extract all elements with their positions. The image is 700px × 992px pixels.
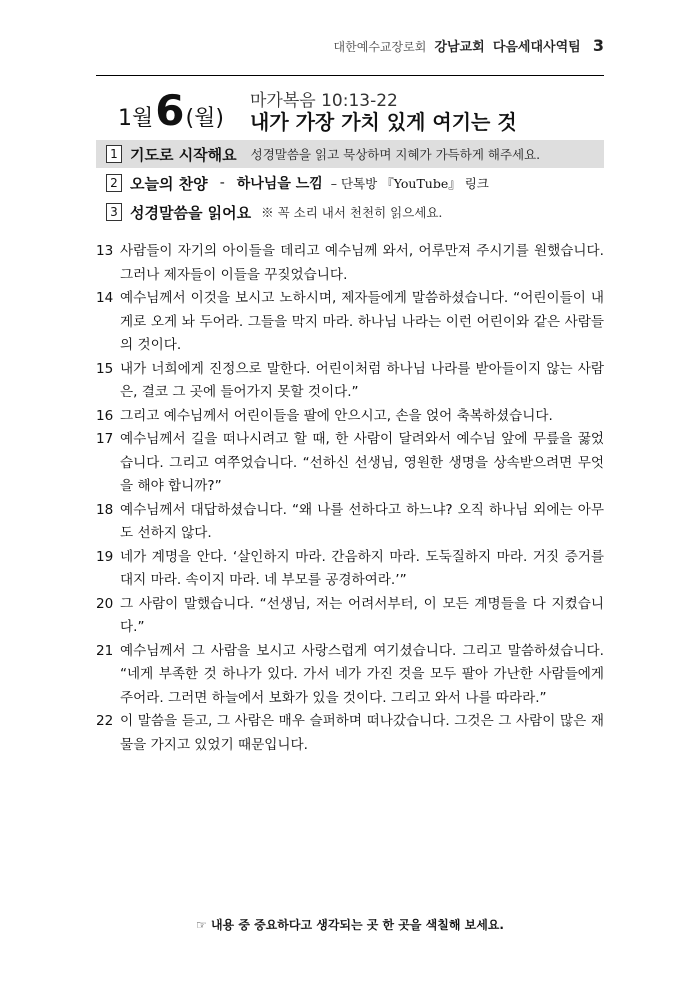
verse-text: 그리고 예수님께서 어린이들을 팔에 안으시고, 손을 얹어 축복하셨습니다. xyxy=(120,407,553,424)
org-name: 대한예수교장로회 xyxy=(333,40,427,54)
header-divider xyxy=(96,75,604,76)
page-number: 3 xyxy=(592,36,604,55)
verse-text: 내가 너희에게 진정으로 말한다. 어린이처럼 하나님 나라를 받아들이지 않는 사람은, 결코 그 곳에 들어가지 못할 것이다.” xyxy=(120,360,604,400)
verse-number: 22 xyxy=(96,713,114,729)
verse-text: 이 말씀을 듣고, 그 사람은 매우 슬퍼하며 떠나갔습니다. 그것은 그 사람이 많은 재물을 가지고 있었기 때문입니다. xyxy=(120,713,604,753)
verse-text: 그 사람이 말했습니다. “선생님, 저는 어려서부터, 이 모든 계명들을 다 지켰습니다.” xyxy=(120,595,604,635)
date-block xyxy=(118,86,224,135)
date-weekday: (월) xyxy=(185,106,224,131)
verse xyxy=(96,405,604,429)
verse xyxy=(96,499,604,546)
verse xyxy=(96,710,604,757)
step-title: 오늘의 찬양 xyxy=(130,174,208,193)
step-description: 성경말씀을 읽고 묵상하며 지혜가 가득하게 해주세요. xyxy=(250,147,541,162)
verse-number: 19 xyxy=(96,548,114,565)
step-title: 기도로 시작해요 xyxy=(130,145,237,164)
step-praise xyxy=(96,169,604,197)
verse-number: 20 xyxy=(96,595,114,612)
passage-title: 내가 가장 가치 있게 여기는 것 xyxy=(250,110,517,134)
verse xyxy=(96,593,604,640)
verse-text: 예수님께서 길을 떠나시려고 할 때, 한 사람이 달려와서 예수님 앞에 무릎을 꿇었습니다. 그리고 여쭈었습니다. “선하신 선생님, 영원한 생명을 상속받으려면 무엇을 해야 합니까?” xyxy=(120,431,604,494)
scripture-text xyxy=(96,240,604,757)
verse-number: 15 xyxy=(96,360,114,377)
verse-text: 예수님께서 이것을 보시고 노하시며, 제자들에게 말씀하셨습니다. “어린이들이 내게로 오게 놔 두어라. 그들을 막지 마라. 하나님 나라는 이런 어린이와 같은 사람들의 것이다. xyxy=(120,290,604,353)
verse xyxy=(96,546,604,593)
step-read xyxy=(96,198,604,226)
step-description: ※ 꼭 소리 내서 천천히 읽으세요. xyxy=(261,205,443,220)
page-header xyxy=(334,36,604,55)
team-name: 다음세대사역팀 xyxy=(492,40,581,55)
step-title: 성경말씀을 읽어요 xyxy=(130,203,252,222)
church-name: 강남교회 xyxy=(434,40,485,55)
verse-number: 21 xyxy=(96,642,114,659)
step-pray xyxy=(96,140,604,168)
verse-text: 예수님께서 대답하셨습니다. “왜 나를 선하다고 하느냐? 오직 하나님 외에는 아무도 선하지 않다. xyxy=(120,501,604,541)
step-dash: - xyxy=(219,175,225,191)
verse xyxy=(96,640,604,711)
date-month: 1월 xyxy=(118,106,154,131)
step-number: 1 xyxy=(106,145,122,163)
passage-reference: 마가복음 10:13-22 xyxy=(250,91,398,111)
song-title: 하나님을 느낌 xyxy=(236,176,323,192)
date-day: 6 xyxy=(155,86,184,135)
verse-number: 14 xyxy=(96,290,114,306)
verse-number: 18 xyxy=(96,501,114,518)
verse-text: 사람들이 자기의 아이들을 데리고 예수님께 와서, 어루만져 주시기를 원했습니다. 그러나 제자들이 이들을 꾸짖었습니다. xyxy=(120,243,604,283)
step-number: 3 xyxy=(106,203,122,221)
verse xyxy=(96,428,604,499)
verse xyxy=(96,240,604,287)
verse-number: 16 xyxy=(96,407,114,424)
verse-text: 예수님께서 그 사람을 보시고 사랑스럽게 여기셨습니다. 그리고 말씀하셨습니다. “네게 부족한 것 하나가 있다. 가서 네가 가진 것을 모두 팔아 가난한 사람들에게 주어라. 그러면 하늘에서 보화가 있을 것이다. 그리고 와서 나를 따라라.” xyxy=(120,642,604,706)
verse xyxy=(96,287,604,358)
step-number: 2 xyxy=(106,174,122,192)
song-link-text[interactable]: – 단톡방 『YouTube』 링크 xyxy=(330,176,489,191)
footer-instruction: ☞ 내용 중 중요하다고 생각되는 곳 한 곳을 색칠해 보세요. xyxy=(196,918,504,932)
verse xyxy=(96,358,604,405)
verse-number: 13 xyxy=(96,243,114,259)
verse-text: 네가 계명을 안다. ‘살인하지 마라. 간음하지 마라. 도둑질하지 마라. 거짓 증거를 대지 마라. 속이지 마라. 네 부모를 공경하여라.’” xyxy=(120,548,604,588)
verse-number: 17 xyxy=(96,431,114,447)
